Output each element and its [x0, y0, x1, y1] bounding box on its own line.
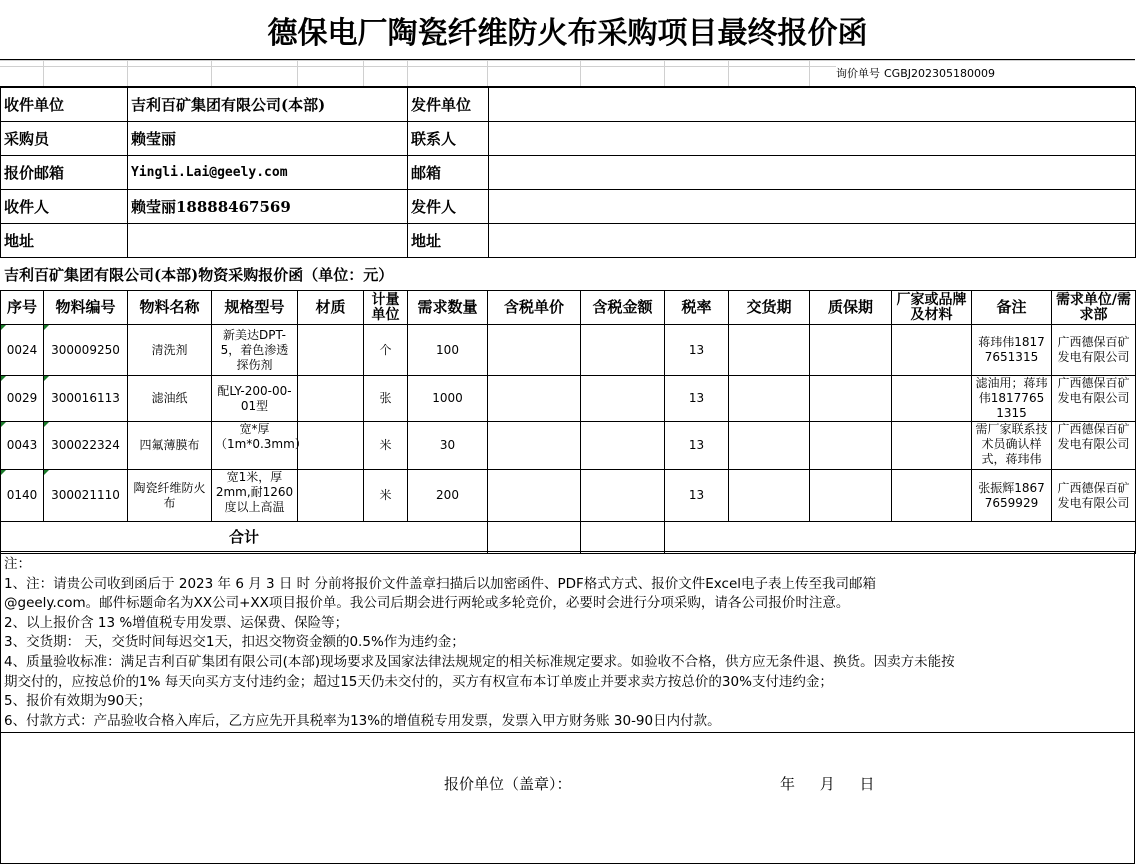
info-row	[1, 224, 1136, 258]
cell-qty: 30	[408, 422, 488, 470]
cell-qty: 1000	[408, 376, 488, 422]
quote-unit-label: 报价单位（盖章）：	[444, 775, 572, 793]
info-value[interactable]: Yingli.Lai@geely.com	[128, 156, 408, 190]
signature-block	[0, 733, 1135, 864]
info-value[interactable]	[489, 88, 1136, 122]
col-header: 质保期	[810, 291, 892, 325]
cell-material[interactable]	[298, 422, 364, 470]
cell-seq: 0024	[1, 325, 44, 376]
cell-brand[interactable]	[892, 376, 972, 422]
cell-amount[interactable]	[581, 422, 665, 470]
info-value[interactable]	[489, 190, 1136, 224]
info-label: 收件人	[1, 190, 128, 224]
cell-material[interactable]	[298, 376, 364, 422]
cell-spec: 新美达DPT-5，着色渗透探伤剂	[212, 325, 298, 376]
cell-dept: 广西德保百矿发电有限公司	[1052, 470, 1136, 522]
note-line: 期交付的，应按总价的1% 每天向买方支付违约金；超过15天仍未交付的，买方有权宣布本订单废止并要求卖方按总价的30%支付违约金；	[4, 673, 833, 690]
info-label: 地址	[1, 224, 128, 258]
note-line: 4、质量验收标准：满足吉利百矿集团有限公司(本部)现场要求及国家法律法规规定的相关标准规定要求。如验收不合格，供方应无条件退、换货。因卖方未能按	[4, 653, 955, 670]
col-header: 规格型号	[212, 291, 298, 325]
col-header: 物料编号	[44, 291, 128, 325]
cell-brand[interactable]	[892, 325, 972, 376]
info-label: 联系人	[408, 122, 489, 156]
cell-warranty[interactable]	[810, 376, 892, 422]
total-rest	[665, 522, 1136, 554]
info-value[interactable]	[489, 156, 1136, 190]
page-title: 德保电厂陶瓷纤维防火布采购项目最终报价函	[0, 0, 1135, 60]
note-line: 5、报价有效期为90天；	[4, 693, 152, 710]
total-row	[1, 522, 1136, 554]
cell-remark: 需厂家联系技术员确认样式，蒋玮伟	[972, 422, 1052, 470]
col-header: 序号	[1, 291, 44, 325]
cell-delivery[interactable]	[729, 470, 810, 522]
cell-remark: 滤油用；蒋玮伟18177651315	[972, 376, 1052, 422]
info-row	[1, 190, 1136, 224]
cell-remark: 张振辉18677659929	[972, 470, 1052, 522]
cell-unit: 张	[364, 376, 408, 422]
col-header: 材质	[298, 291, 364, 325]
notes-block	[0, 551, 1135, 733]
info-table	[0, 87, 1136, 258]
inquiry-value: CGBJ202305180009	[884, 66, 995, 80]
cell-spec: 宽1米，厚2mm,耐1260度以上高温	[212, 470, 298, 522]
header-row	[1, 291, 1136, 325]
note-line: 注：	[4, 556, 31, 572]
cell-amount[interactable]	[581, 325, 665, 376]
cell-name: 陶瓷纤维防火布	[128, 470, 212, 522]
info-label: 发件单位	[408, 88, 489, 122]
cell-delivery[interactable]	[729, 325, 810, 376]
cell-qty: 200	[408, 470, 488, 522]
cell-delivery[interactable]	[729, 422, 810, 470]
cell-unit: 米	[364, 470, 408, 522]
info-label: 地址	[408, 224, 489, 258]
total-price[interactable]	[488, 522, 581, 554]
cell-seq: 0043	[1, 422, 44, 470]
table-row	[1, 325, 1136, 376]
col-header: 交货期	[729, 291, 810, 325]
col-header: 厂家或品牌及材料	[892, 291, 972, 325]
cell-unit: 米	[364, 422, 408, 470]
cell-name: 清洗剂	[128, 325, 212, 376]
cell-spec: 配LY-200-00-01型	[212, 376, 298, 422]
cell-seq: 0029	[1, 376, 44, 422]
note-line: 1、注：请贵公司收到函后于 2023 年 6 月 3 日 时 分前将报价文件盖章扫描后以加密函件、PDF格式方式、报价文件Excel电子表上传至我司邮箱	[4, 575, 877, 592]
sign-date: 年 月 日	[780, 775, 875, 793]
cell-dept: 广西德保百矿发电有限公司	[1052, 376, 1136, 422]
note-line: 6、付款方式：产品验收合格入库后，乙方应先开具税率为13%的增值税专用发票，发票入甲方财务账 30-90日内付款。	[4, 712, 721, 729]
cell-name: 四氟薄膜布	[128, 422, 212, 470]
cell-material[interactable]	[298, 325, 364, 376]
cell-brand[interactable]	[892, 470, 972, 522]
info-value[interactable]: 吉利百矿集团有限公司(本部)	[128, 88, 408, 122]
cell-code: 300022324	[44, 422, 128, 470]
cell-warranty[interactable]	[810, 470, 892, 522]
note-line: @geely.com。邮件标题命名为XX公司+XX项目报价单。我公司后期会进行两轮或多轮竞价，必要时会进行分项采购，请各公司报价时注意。	[4, 595, 850, 612]
cell-amount[interactable]	[581, 376, 665, 422]
info-value[interactable]: 赖莹丽	[128, 122, 408, 156]
info-label: 收件单位	[1, 88, 128, 122]
col-header: 税率	[665, 291, 729, 325]
table-row	[1, 470, 1136, 522]
cell-amount[interactable]	[581, 470, 665, 522]
cell-spec: 宽*厚（1m*0.3mm）	[212, 422, 298, 470]
cell-code: 300016113	[44, 376, 128, 422]
info-value[interactable]: 赖莹丽18888467569	[128, 190, 408, 224]
cell-code: 300009250	[44, 325, 128, 376]
cell-dept: 广西德保百矿发电有限公司	[1052, 422, 1136, 470]
cell-warranty[interactable]	[810, 325, 892, 376]
cell-material[interactable]	[298, 470, 364, 522]
cell-remark: 蒋玮伟18177651315	[972, 325, 1052, 376]
col-header: 需求单位/需求部	[1052, 291, 1136, 325]
info-label: 采购员	[1, 122, 128, 156]
cell-seq: 0140	[1, 470, 44, 522]
info-label: 邮箱	[408, 156, 489, 190]
cell-name: 滤油纸	[128, 376, 212, 422]
cell-tax: 13	[665, 325, 729, 376]
items-table	[0, 290, 1136, 554]
cell-tax: 13	[665, 422, 729, 470]
total-label: 合计	[1, 522, 488, 554]
table-row	[1, 422, 1136, 470]
inquiry-label: 询价单号	[836, 67, 880, 80]
cell-price[interactable]	[488, 422, 581, 470]
cell-warranty[interactable]	[810, 422, 892, 470]
section-title: 吉利百矿集团有限公司(本部)物资采购报价函（单位：元）	[4, 265, 394, 284]
inquiry-number	[836, 63, 995, 83]
cell-price[interactable]	[488, 325, 581, 376]
info-row	[1, 88, 1136, 122]
cell-tax: 13	[665, 376, 729, 422]
info-value[interactable]	[489, 122, 1136, 156]
info-value[interactable]	[489, 224, 1136, 258]
col-header: 物料名称	[128, 291, 212, 325]
cell-tax: 13	[665, 470, 729, 522]
cell-unit: 个	[364, 325, 408, 376]
total-amount[interactable]	[581, 522, 665, 554]
cell-brand[interactable]	[892, 422, 972, 470]
cell-delivery[interactable]	[729, 376, 810, 422]
cell-code: 300021110	[44, 470, 128, 522]
info-row	[1, 156, 1136, 190]
info-label: 发件人	[408, 190, 489, 224]
cell-price[interactable]	[488, 470, 581, 522]
info-value[interactable]	[128, 224, 408, 258]
info-row	[1, 122, 1136, 156]
cell-price[interactable]	[488, 376, 581, 422]
note-line: 3、交货期： 天，交货时间每迟交1天，扣迟交物资金额的0.5%作为违约金；	[4, 634, 465, 651]
col-header: 含税单价	[488, 291, 581, 325]
info-label: 报价邮箱	[1, 156, 128, 190]
col-header: 需求数量	[408, 291, 488, 325]
note-line: 2、以上报价含 13 %增值税专用发票、运保费、保险等；	[4, 614, 349, 631]
cell-dept: 广西德保百矿发电有限公司	[1052, 325, 1136, 376]
col-header: 含税金额	[581, 291, 665, 325]
col-header: 计量单位	[364, 291, 408, 325]
col-header: 备注	[972, 291, 1052, 325]
table-row	[1, 376, 1136, 422]
cell-qty: 100	[408, 325, 488, 376]
